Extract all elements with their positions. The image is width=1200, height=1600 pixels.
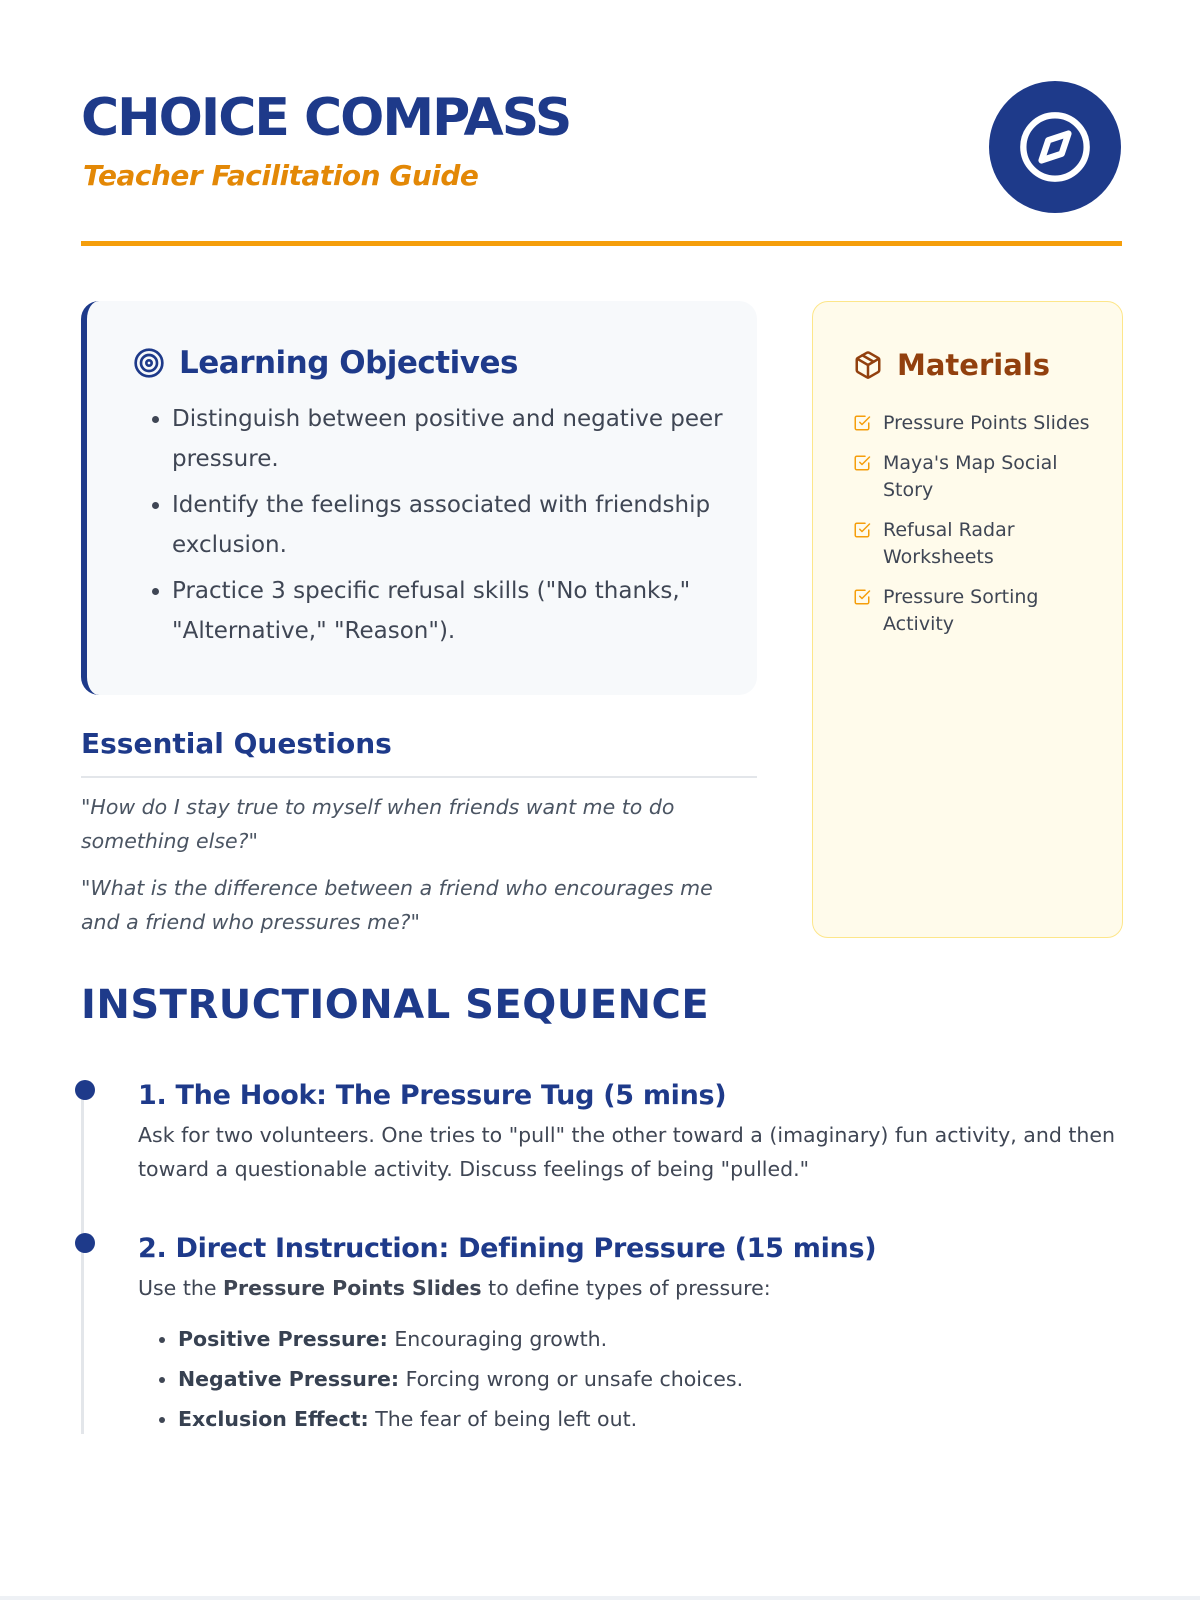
compass-icon — [1017, 109, 1093, 185]
objective-item: • Distinguish between positive and negative peer pressure. — [172, 399, 772, 479]
instructional-sequence-title: INSTRUCTIONAL SEQUENCE — [81, 982, 710, 1028]
material-item — [853, 410, 1103, 437]
learning-objectives-header — [133, 345, 518, 381]
step-title: 2. Direct Instruction: Defining Pressure (15 mins) — [138, 1233, 877, 1264]
header-divider — [81, 241, 1122, 246]
material-item — [853, 517, 1103, 571]
learning-objectives-card — [81, 301, 757, 695]
step-description — [138, 1271, 1128, 1305]
pressure-type-item — [178, 1399, 1078, 1439]
step-title: 1. The Hook: The Pressure Tug (5 mins) — [138, 1080, 727, 1111]
materials-card — [812, 301, 1123, 938]
page-subtitle: Teacher Facilitation Guide — [83, 159, 479, 192]
material-item — [853, 584, 1103, 638]
materials-title: Materials — [897, 348, 1050, 382]
pressure-type-term: Exclusion Effect: — [178, 1407, 369, 1431]
step-text-bold: Pressure Points Slides — [222, 1276, 482, 1300]
materials-list — [853, 410, 1103, 651]
timeline-line — [81, 1093, 84, 1434]
pressure-type-desc: Encouraging growth. — [387, 1327, 608, 1351]
material-label: Pressure Points Slides — [883, 412, 1090, 434]
pressure-type-term: Positive Pressure: — [178, 1327, 388, 1351]
essential-question: "How do I stay true to myself when friends want me to do something else?" — [81, 795, 675, 853]
step-description: Ask for two volunteers. One tries to "pull" the other toward a (imaginary) fun activity, and then toward a questionable activity. Discuss feelings of being "pulled." — [138, 1123, 1115, 1181]
objective-item: • Identify the feelings associated with friendship exclusion. — [172, 485, 772, 565]
materials-header — [853, 348, 1050, 382]
essential-questions-title: Essential Questions — [81, 727, 392, 760]
page-footer-band — [0, 1596, 1200, 1600]
page-title: CHOICE COMPASS — [81, 88, 571, 148]
checkbox-icon — [853, 521, 871, 539]
compass-logo — [989, 81, 1121, 213]
pressure-type-desc: The fear of being left out. — [368, 1407, 638, 1431]
pressure-type-item — [178, 1319, 1078, 1359]
target-icon — [133, 347, 165, 379]
essential-question: "What is the difference between a friend who encourages me and a friend who pressures me?" — [81, 876, 713, 934]
objectives-list — [132, 399, 772, 657]
material-label: Maya's Map Social Story — [883, 452, 1058, 501]
pressure-type-desc: Forcing wrong or unsafe choices. — [399, 1367, 744, 1391]
material-label: Refusal Radar Worksheets — [883, 519, 1015, 568]
material-item — [853, 450, 1103, 504]
material-label: Pressure Sorting Activity — [883, 586, 1039, 635]
timeline-dot — [75, 1080, 95, 1100]
checkbox-icon — [853, 454, 871, 472]
pressure-type-item — [178, 1359, 1078, 1399]
learning-objectives-title: Learning Objectives — [179, 345, 518, 381]
objective-item: • Practice 3 specific refusal skills ("No thanks," "Alternative," "Reason"). — [172, 571, 772, 651]
checkbox-icon — [853, 414, 871, 432]
pressure-type-term: Negative Pressure: — [178, 1367, 400, 1391]
timeline-dot — [75, 1233, 95, 1253]
pressure-types-list — [138, 1319, 1078, 1439]
package-icon — [853, 350, 883, 380]
step-text: to define types of pressure: — [481, 1276, 771, 1300]
step-text: Use the — [138, 1276, 223, 1300]
essential-questions-divider — [81, 776, 757, 778]
checkbox-icon — [853, 588, 871, 606]
